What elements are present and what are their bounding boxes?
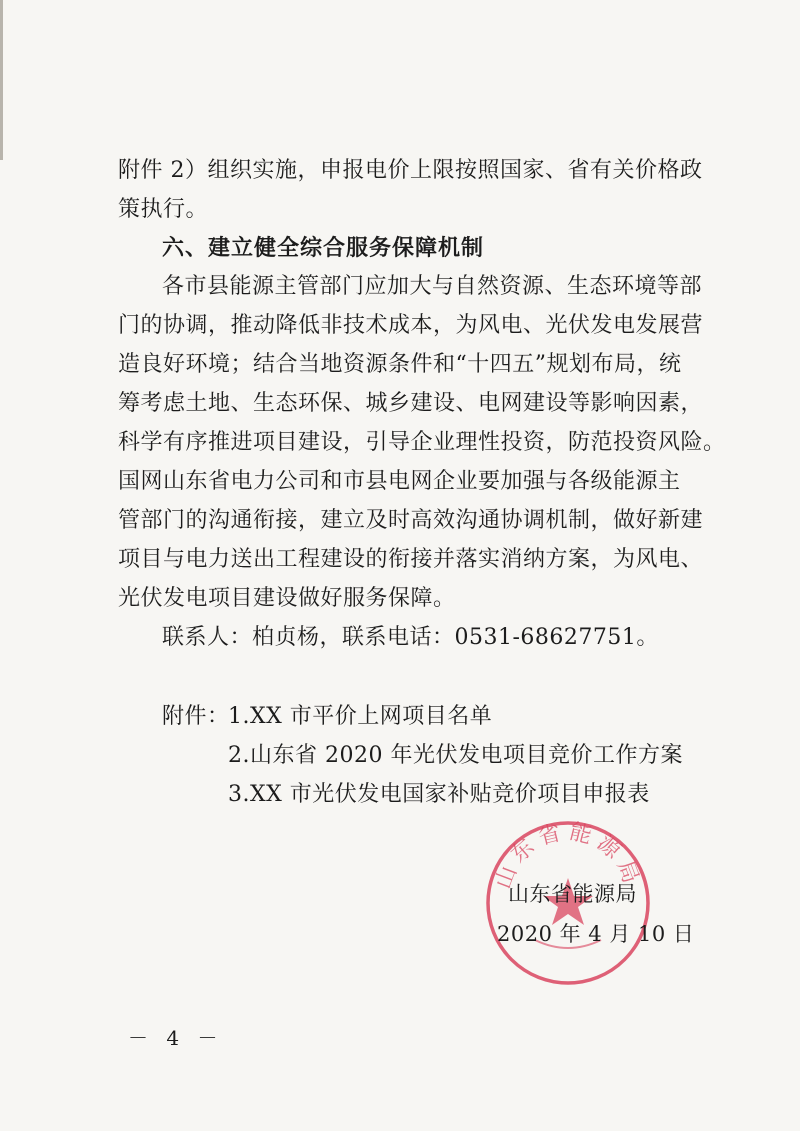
body-line: 筹考虑土地、生态环保、城乡建设、电网建设等影响因素， xyxy=(118,391,704,416)
body-line: 管部门的沟通衔接，建立及时高效沟通协调机制，做好新建 xyxy=(118,508,704,533)
body-line: 科学有序推进项目建设，引导企业理性投资，防范投资风险。 xyxy=(118,430,726,455)
attachment-item: 2.山东省 2020 年光伏发电项目竞价工作方案 xyxy=(228,743,683,768)
section-heading: 六、建立健全综合服务保障机制 xyxy=(162,236,485,261)
issue-date: 2020 年 4 月 10 日 xyxy=(497,922,695,946)
issuer-name: 山东省能源局 xyxy=(508,882,637,906)
body-line: 造良好环境；结合当地资源条件和“十四五”规划布局，统 xyxy=(118,352,682,377)
scan-edge-mark xyxy=(0,0,3,160)
attachments-label: 附件： xyxy=(162,704,230,729)
body-line: 策执行。 xyxy=(118,197,209,222)
body-line: 各市县能源主管部门应加大与自然资源、生态环境等部 xyxy=(162,274,703,299)
body-line: 项目与电力送出工程建设的衔接并落实消纳方案，为风电、 xyxy=(118,547,704,572)
attachment-item: 1.XX 市平价上网项目名单 xyxy=(228,704,493,729)
contact-line: 联系人：柏贞杨，联系电话：0531-68627751。 xyxy=(162,625,659,650)
seal-text: 山东省能源局 xyxy=(491,819,645,893)
body-line: 国网山东省电力公司和市县电网企业要加强与各级能源主 xyxy=(118,469,681,494)
body-line: 门的协调，推动降低非技术成本，为风电、光伏发电发展营 xyxy=(118,313,704,338)
attachment-item: 3.XX 市光伏发电国家补贴竞价项目申报表 xyxy=(228,782,650,807)
body-line: 光伏发电项目建设做好服务保障。 xyxy=(118,586,456,611)
body-line: 附件 2）组织实施，申报电价上限按照国家、省有关价格政 xyxy=(118,158,703,183)
page-number: － 4 － xyxy=(128,1026,224,1050)
